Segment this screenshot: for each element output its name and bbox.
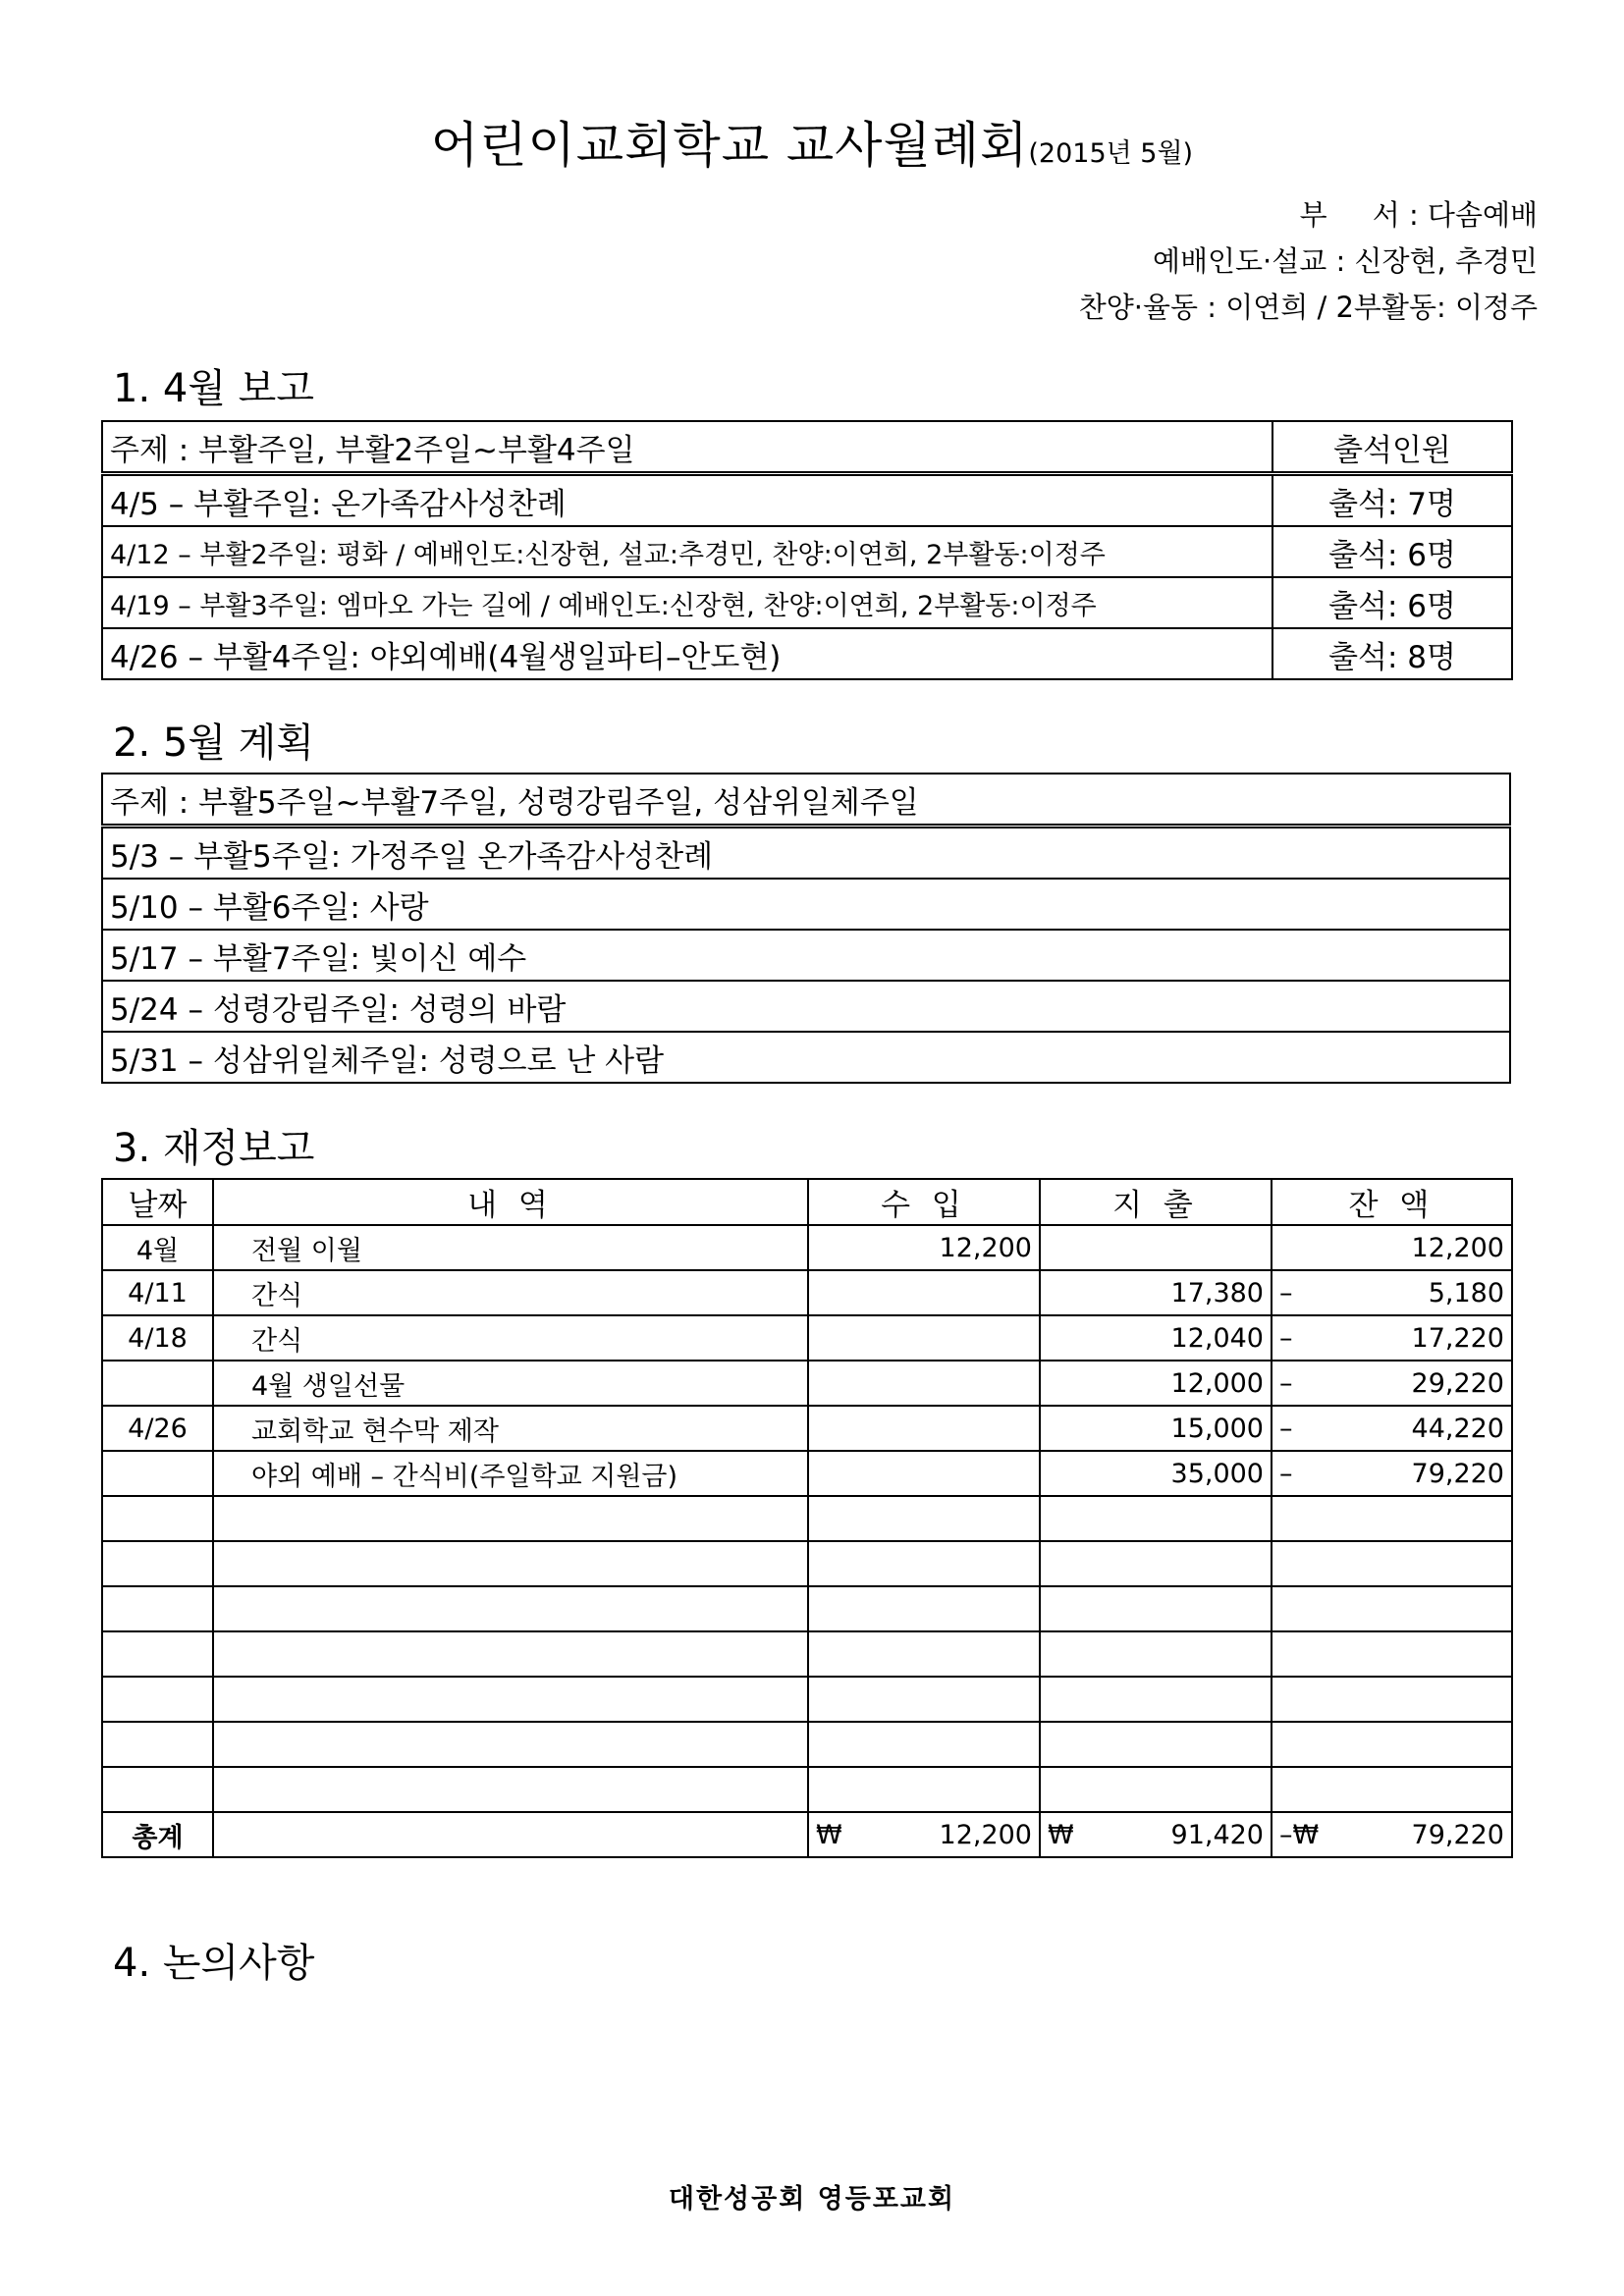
row-balance-cell [1272, 1315, 1512, 1361]
currency-symbol: ₩ [1048, 1819, 1074, 1850]
row-expense [1040, 1631, 1272, 1677]
total-expense: 91,420 [1170, 1819, 1264, 1850]
row-balance-cell [1272, 1722, 1512, 1767]
row-balance: 17,220 [1411, 1322, 1504, 1354]
negative-sign: – [1279, 1367, 1293, 1399]
may-event: 5/31 – 성삼위일체주일: 성령으로 난 사람 [102, 1032, 1510, 1083]
row-desc [213, 1496, 808, 1541]
may-event: 5/3 – 부활5주일: 가정주일 온가족감사성찬례 [102, 827, 1510, 880]
finance-row [102, 1722, 1512, 1767]
row-expense [1040, 1722, 1272, 1767]
row-expense [1040, 1225, 1272, 1270]
table-row [102, 981, 1510, 1032]
row-expense [1040, 1767, 1272, 1812]
row-desc: 야외 예배 – 간식비(주일학교 지원금) [213, 1451, 808, 1496]
april-event: 4/5 – 부활주일: 온가족감사성찬례 [102, 474, 1272, 527]
row-date [102, 1631, 213, 1677]
finance-row [102, 1631, 1512, 1677]
row-income [808, 1451, 1040, 1496]
row-income [808, 1767, 1040, 1812]
row-date: 4/26 [102, 1406, 213, 1451]
row-desc [213, 1586, 808, 1631]
row-balance-cell [1272, 1496, 1512, 1541]
row-income [808, 1722, 1040, 1767]
col-date-header: 날짜 [102, 1179, 213, 1225]
april-report-table [101, 420, 1513, 680]
table-row [102, 421, 1512, 474]
row-desc [213, 1722, 808, 1767]
row-balance: 5,180 [1428, 1277, 1504, 1308]
row-income [808, 1496, 1040, 1541]
finance-row [102, 1586, 1512, 1631]
col-desc-header: 내 역 [213, 1179, 808, 1225]
attendance-count: 출석: 7명 [1272, 474, 1512, 527]
finance-header-row [102, 1179, 1512, 1225]
title-subtitle: (2015년 5월) [1028, 138, 1194, 169]
finance-row [102, 1315, 1512, 1361]
row-desc [213, 1767, 808, 1812]
praise-activity-line: 찬양·율동 : 이연희 / 2부활동: 이정주 [1078, 291, 1538, 324]
may-event: 5/24 – 성령강림주일: 성령의 바람 [102, 981, 1510, 1032]
table-row [102, 577, 1512, 628]
may-event: 5/10 – 부활6주일: 사랑 [102, 879, 1510, 930]
section-discussion-heading: 4. 논의사항 [113, 1941, 315, 1986]
row-date [102, 1451, 213, 1496]
row-expense: 12,000 [1040, 1361, 1272, 1406]
row-balance-cell [1272, 1225, 1512, 1270]
balance-prefix: –₩ [1279, 1819, 1320, 1850]
row-date: 4월 [102, 1225, 213, 1270]
table-row [102, 827, 1510, 880]
row-desc [213, 1677, 808, 1722]
total-income-cell [808, 1812, 1040, 1857]
row-date [102, 1586, 213, 1631]
row-desc: 4월 생일선물 [213, 1361, 808, 1406]
row-expense [1040, 1677, 1272, 1722]
table-row [102, 930, 1510, 981]
currency-symbol: ₩ [816, 1819, 842, 1850]
row-desc [213, 1631, 808, 1677]
row-balance-cell [1272, 1451, 1512, 1496]
negative-sign: – [1279, 1322, 1293, 1354]
row-desc: 간식 [213, 1315, 808, 1361]
row-desc: 간식 [213, 1270, 808, 1315]
row-income [808, 1361, 1040, 1406]
april-event: 4/12 – 부활2주일: 평화 / 예배인도:신장현, 설교:추경민, 찬양:이연희, 2부활동:이정주 [102, 526, 1272, 577]
table-row [102, 774, 1510, 827]
col-income-header: 수 입 [808, 1179, 1040, 1225]
table-row [102, 628, 1512, 679]
row-expense: 12,040 [1040, 1315, 1272, 1361]
table-row [102, 526, 1512, 577]
department-line: 부 서 : 다솜예배 [1299, 198, 1538, 232]
finance-row [102, 1541, 1512, 1586]
row-expense: 15,000 [1040, 1406, 1272, 1451]
title-main: 어린이교회학교 교사월례회 [430, 117, 1029, 174]
row-balance-cell [1272, 1586, 1512, 1631]
row-income: 12,200 [808, 1225, 1040, 1270]
total-balance-cell [1272, 1812, 1512, 1857]
finance-table [101, 1178, 1513, 1858]
row-desc: 전월 이월 [213, 1225, 808, 1270]
row-date [102, 1677, 213, 1722]
row-income [808, 1270, 1040, 1315]
row-income [808, 1406, 1040, 1451]
row-balance: 44,220 [1411, 1413, 1504, 1444]
row-expense [1040, 1496, 1272, 1541]
finance-row [102, 1767, 1512, 1812]
total-balance: 79,220 [1411, 1819, 1504, 1850]
row-income [808, 1631, 1040, 1677]
attendance-count: 출석: 6명 [1272, 577, 1512, 628]
total-desc-empty [213, 1812, 808, 1857]
attendance-count: 출석: 8명 [1272, 628, 1512, 679]
april-event: 4/26 – 부활4주일: 야외예배(4월생일파티–안도현) [102, 628, 1272, 679]
negative-sign: – [1279, 1413, 1293, 1444]
row-balance-cell [1272, 1767, 1512, 1812]
finance-row [102, 1496, 1512, 1541]
row-date [102, 1541, 213, 1586]
attendance-header: 출석인원 [1272, 421, 1512, 474]
row-balance: 29,220 [1411, 1367, 1504, 1399]
row-balance-cell [1272, 1406, 1512, 1451]
section-finance-report-heading: 3. 재정보고 [113, 1126, 315, 1171]
finance-row [102, 1361, 1512, 1406]
row-date [102, 1722, 213, 1767]
row-income [808, 1586, 1040, 1631]
table-row [102, 879, 1510, 930]
worship-leader-line: 예배인도·설교 : 신장현, 추경민 [1152, 244, 1538, 278]
row-date [102, 1361, 213, 1406]
row-date: 4/18 [102, 1315, 213, 1361]
row-date: 4/11 [102, 1270, 213, 1315]
row-balance: 79,220 [1411, 1458, 1504, 1489]
section-may-plan-heading: 2. 5월 계획 [113, 721, 314, 766]
church-name-footer: 대한성공회 영등포교회 [668, 2184, 956, 2215]
row-income [808, 1315, 1040, 1361]
april-theme: 주제 : 부활주일, 부활2주일~부활4주일 [102, 421, 1272, 474]
total-label: 총계 [102, 1812, 213, 1857]
april-event: 4/19 – 부활3주일: 엠마오 가는 길에 / 예배인도:신장현, 찬양:이연희, 2부활동:이정주 [102, 577, 1272, 628]
row-balance-cell [1272, 1361, 1512, 1406]
finance-row [102, 1406, 1512, 1451]
row-expense: 17,380 [1040, 1270, 1272, 1315]
department-info [1079, 192, 1538, 331]
row-balance-cell [1272, 1631, 1512, 1677]
row-date [102, 1767, 213, 1812]
row-balance: 12,200 [1411, 1232, 1504, 1263]
table-row [102, 474, 1512, 527]
may-event: 5/17 – 부활7주일: 빛이신 예수 [102, 930, 1510, 981]
row-expense [1040, 1586, 1272, 1631]
finance-row [102, 1451, 1512, 1496]
finance-total-row [102, 1812, 1512, 1857]
negative-sign: – [1279, 1458, 1293, 1489]
col-balance-header: 잔 액 [1272, 1179, 1512, 1225]
row-expense [1040, 1541, 1272, 1586]
finance-row [102, 1677, 1512, 1722]
row-desc: 교회학교 현수막 제작 [213, 1406, 808, 1451]
row-balance-cell [1272, 1677, 1512, 1722]
negative-sign: – [1279, 1277, 1293, 1308]
table-row [102, 1032, 1510, 1083]
row-income [808, 1677, 1040, 1722]
total-expense-cell [1040, 1812, 1272, 1857]
col-expense-header: 지 출 [1040, 1179, 1272, 1225]
total-income: 12,200 [939, 1819, 1032, 1850]
finance-rows [102, 1225, 1512, 1812]
document-title [0, 106, 1624, 177]
row-expense: 35,000 [1040, 1451, 1272, 1496]
finance-row [102, 1225, 1512, 1270]
finance-row [102, 1270, 1512, 1315]
may-theme: 주제 : 부활5주일~부활7주일, 성령강림주일, 성삼위일체주일 [102, 774, 1510, 827]
row-balance-cell [1272, 1541, 1512, 1586]
row-income [808, 1541, 1040, 1586]
may-plan-table [101, 773, 1511, 1084]
row-date [102, 1496, 213, 1541]
section-april-report-heading: 1. 4월 보고 [113, 366, 314, 411]
row-desc [213, 1541, 808, 1586]
attendance-count: 출석: 6명 [1272, 526, 1512, 577]
row-balance-cell [1272, 1270, 1512, 1315]
